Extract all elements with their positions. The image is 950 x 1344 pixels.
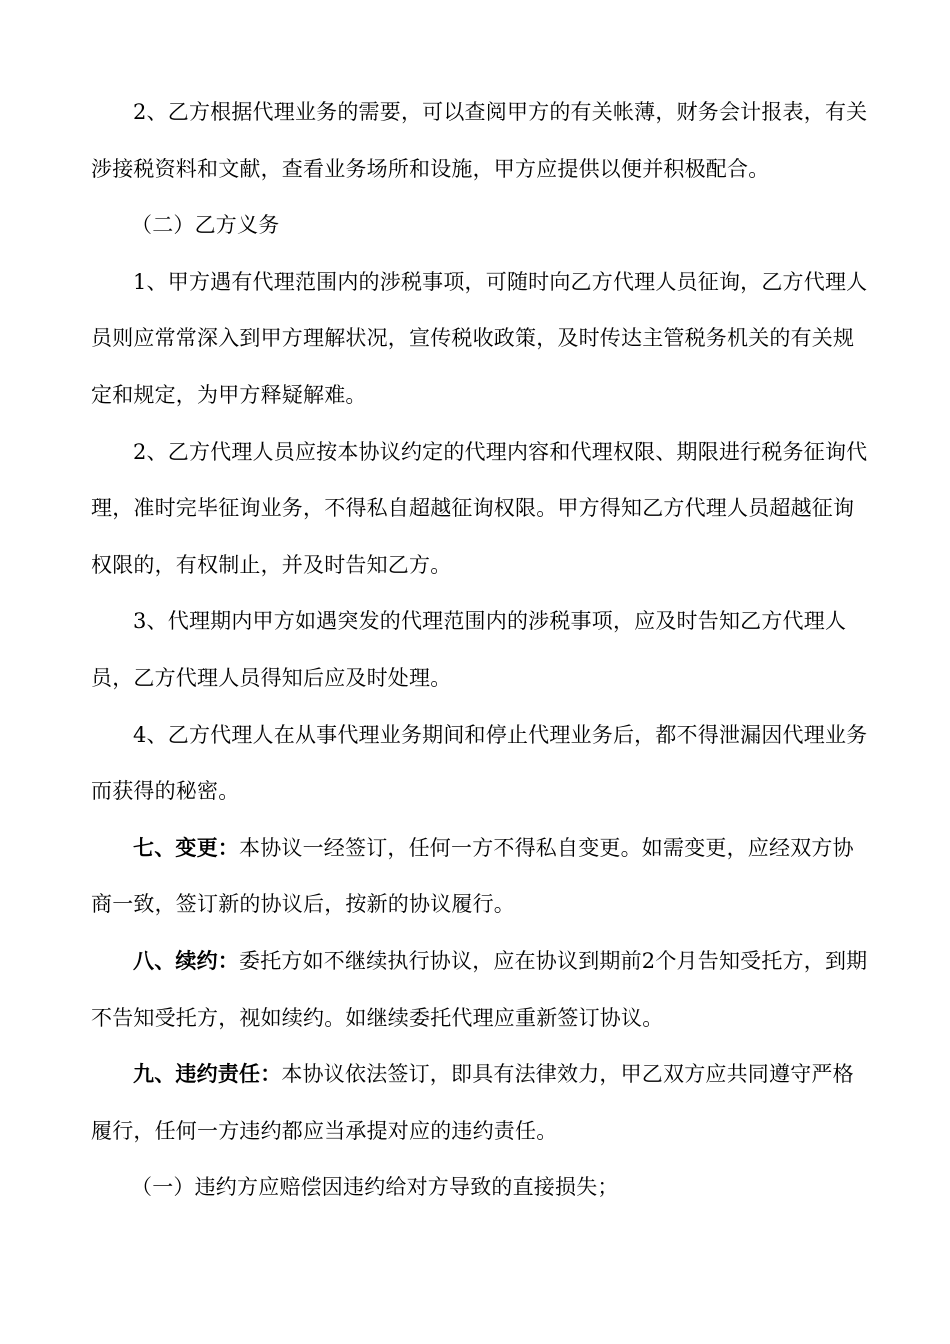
paragraph-obligation-3: 3、代理期内甲方如遇突发的代理范围内的涉税事项，应及时告知乙方代理人员，乙方代理人员得知后应及时处理。 xyxy=(91,609,847,690)
paragraph-obligation-1: 1、甲方遇有代理范围内的涉税事项，可随时向乙方代理人员征询，乙方代理人员则应常常深入到甲方理解状况，宣传税收政策，及时传达主管税务机关的有关规定和规定，为甲方释疑解难。 xyxy=(91,269,868,407)
clause-text-breach: 本协议依法签订，即具有法律效力，甲乙双方应共同遵守严格履行，任何一方违约都应当承提对应的违约责任。 xyxy=(91,1062,854,1143)
clause-heading-renewal: 八、续约： xyxy=(133,947,239,973)
section-heading-party-b-obligations: （二）乙方义务 xyxy=(131,213,280,238)
clause-heading-change: 七、变更： xyxy=(133,834,239,860)
paragraph-change xyxy=(91,820,871,933)
paragraph-obligation-4: 4、乙方代理人在从事代理业务期间和停止代理业务后，都不得泄漏因代理业务而获得的秘密。 xyxy=(91,722,868,804)
clause-heading-breach: 九、违约责任： xyxy=(133,1061,282,1087)
paragraph-party-b-rights-2: 2、乙方根据代理业务的需要，可以查阅甲方的有关帐薄，财务会计报表，有关涉接税资料和文献，查看业务场所和设施，甲方应提供以便并积极配合。 xyxy=(91,100,868,181)
clause-text-renewal: 委托方如不继续执行协议，应在协议到期前2个月告知受托方，到期不告知受托方，视如续约。如继续委托代理应重新签订协议。 xyxy=(91,948,868,1030)
paragraph-obligation-2: 2、乙方代理人员应按本协议约定的代理内容和代理权限、期限进行税务征询代理，准时完毕征询业务，不得私自超越征询权限。甲方得知乙方代理人员超越征询权限的，有权制止，并及时告知乙方。 xyxy=(91,439,868,577)
paragraph-breach-item-1: （一）违约方应赔偿因违约给对方导致的直接损失； xyxy=(131,1175,619,1200)
clause-text-change: 本协议一经签订，任何一方不得私自变更。如需变更，应经双方协商一致，签订新的协议后，按新的协议履行。 xyxy=(91,835,854,917)
document-page xyxy=(91,84,871,1216)
paragraph-breach-liability xyxy=(91,1046,871,1159)
paragraph-renewal xyxy=(91,933,871,1046)
